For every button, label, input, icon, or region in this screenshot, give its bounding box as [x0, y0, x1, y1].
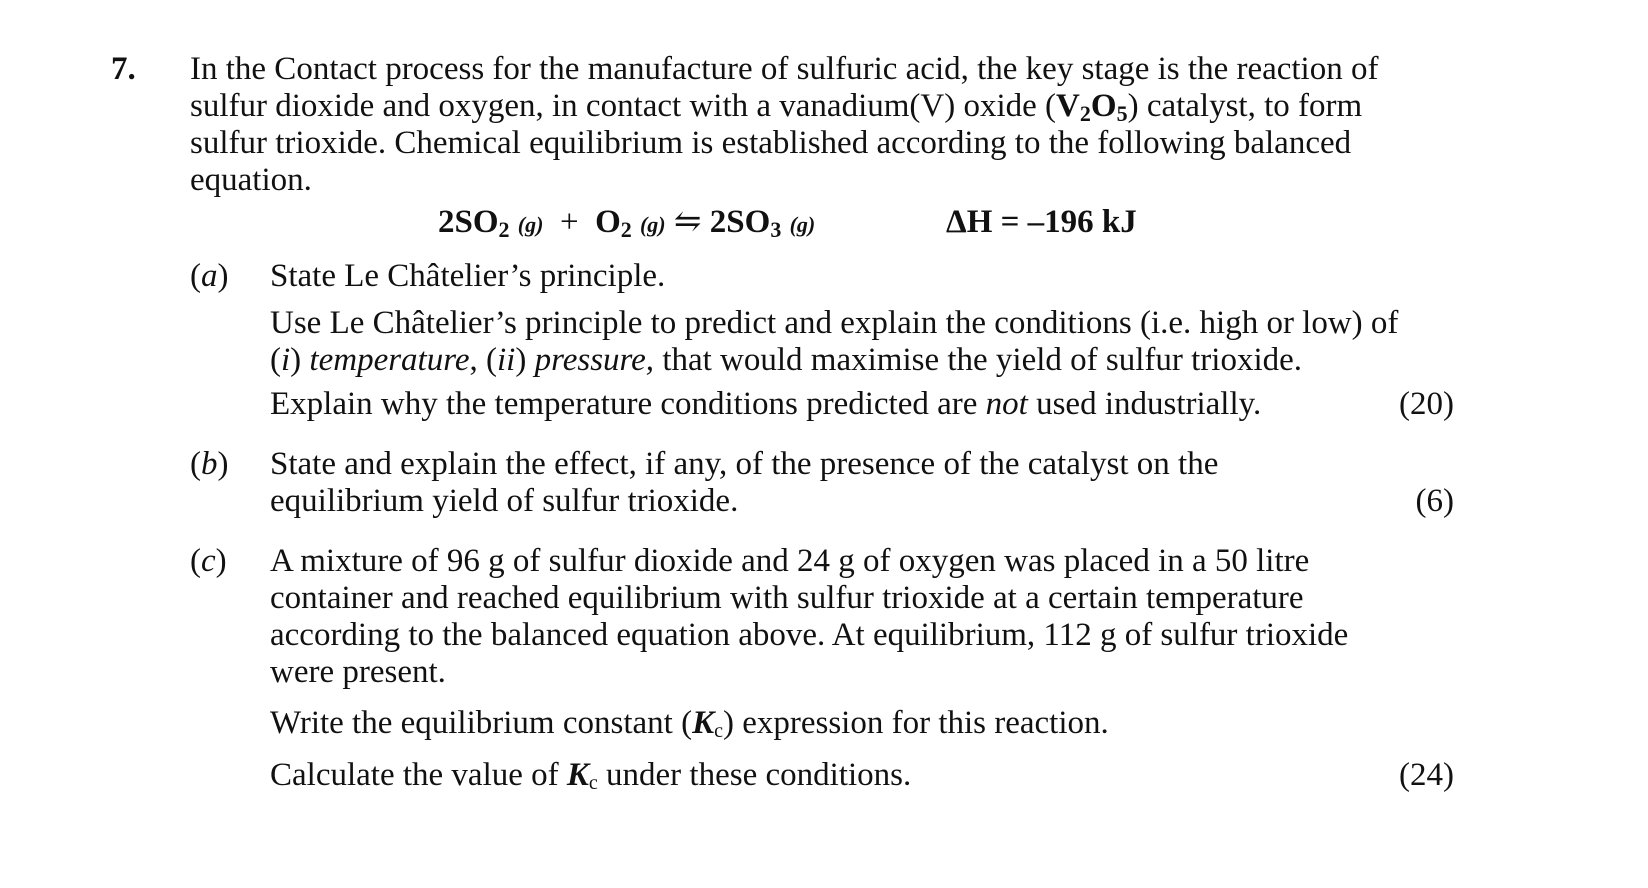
part-b-label: (b) — [190, 446, 229, 482]
part-a-line-3: (i) temperature, (ii) pressure, that would maximise the yield of sulfur trioxide. — [270, 342, 1303, 378]
intro-line-2-end: catalyst, to form — [1146, 88, 1363, 124]
chemical-equation: $2SO_2$ $(g) + O_2$ (g) ⇋ $2SO_3$ (g) — [438, 204, 816, 242]
catalyst-formula: $V_2O_5$ — [1056, 88, 1128, 126]
equilibrium-arrow: ⇋ — [673, 204, 702, 240]
intro-line-3: sulfur trioxide. Chemical equilibrium is established according to the following balanced — [190, 125, 1352, 161]
part-a-line-4: Explain why the temperature conditions predicted are not used industrially. — [270, 386, 1262, 422]
intro-line-2-text: sulfur dioxide and oxygen, in contact with a vanadium(V) oxide — [190, 88, 1037, 124]
part-c-marks: (24) — [1399, 757, 1454, 793]
part-b-line-1: State and explain the effect, if any, of the presence of the catalyst on the — [270, 446, 1219, 482]
part-a-marks: (20) — [1399, 386, 1454, 422]
part-a-line-1: State Le Châtelier’s principle. — [270, 258, 666, 294]
part-b-line-2: equilibrium yield of sulfur trioxide. — [270, 483, 739, 519]
part-b-marks: (6) — [1415, 483, 1454, 519]
part-c-label: (c) — [190, 543, 227, 579]
part-c-kc-expression: Write the equilibrium constant $(K_c)$ expression for this reaction. — [270, 705, 1109, 742]
part-c-line-3: according to the balanced equation above. At equilibrium, 112 g of sulfur trioxide — [270, 617, 1349, 653]
part-c-line-4: were present. — [270, 654, 446, 690]
part-a-line-2: Use Le Châtelier’s principle to predict and explain the conditions (i.e. high or low) of — [270, 305, 1399, 341]
part-c-line-2: container and reached equilibrium with sulfur trioxide at a certain temperature — [270, 580, 1304, 616]
part-c-kc-calculate: Calculate the value of $K_c$ under these conditions. — [270, 757, 912, 794]
part-a-label: (a) — [190, 258, 229, 294]
part-c-line-1: A mixture of 96 g of sulfur dioxide and 24 g of oxygen was placed in a 50 litre — [270, 543, 1310, 579]
intro-line-2: sulfur dioxide and oxygen, in contact with a vanadium(V) oxide $(V_2O_5)$ catalyst, to form — [190, 88, 1363, 126]
enthalpy-change: ΔH = –196 kJ — [946, 204, 1137, 240]
question-number: 7. — [111, 51, 136, 87]
intro-line-4: equation. — [190, 162, 312, 198]
intro-line-1: In the Contact process for the manufacture of sulfuric acid, the key stage is the reaction of — [190, 51, 1379, 87]
